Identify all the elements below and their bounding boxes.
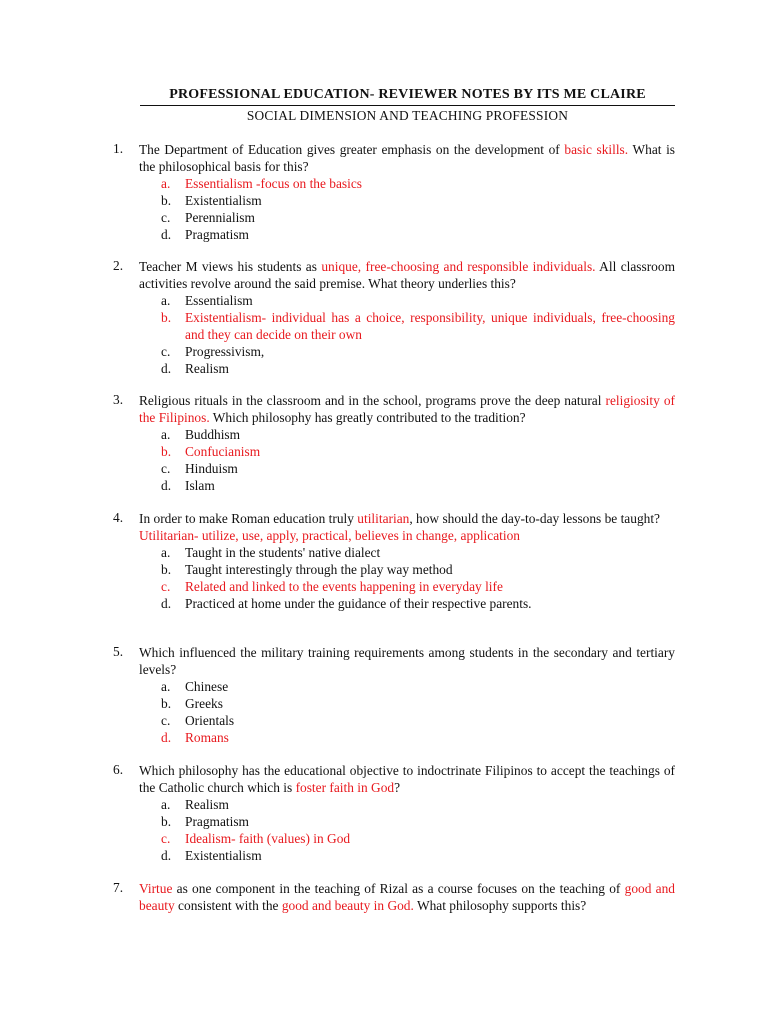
answer-option: a. Essentialism -focus on the basics bbox=[161, 176, 363, 191]
question-7 bbox=[113, 880, 675, 914]
question-6 bbox=[113, 762, 675, 864]
question-4 bbox=[113, 510, 675, 612]
answer-option: b. Greeks bbox=[161, 696, 223, 711]
answer-options bbox=[113, 544, 675, 612]
answer-option: a. Buddhism bbox=[161, 427, 241, 442]
question-stem: Which influenced the military training requirements among students in the secondary and tertiary levels? bbox=[139, 645, 675, 677]
question-stem: Virtue as one component in the teaching of Rizal as a course focuses on the teaching of good and beauty consistent with the good and beauty in God. What philosophy supports this? bbox=[139, 881, 675, 913]
question-1 bbox=[113, 141, 675, 243]
question-3 bbox=[113, 392, 675, 494]
answer-option: c. Perennialism bbox=[161, 210, 255, 225]
answer-option: d. Existentialism bbox=[161, 848, 262, 863]
answer-option: b. Existentialism bbox=[161, 193, 262, 208]
answer-option: d. Romans bbox=[161, 730, 229, 745]
page-subtitle: SOCIAL DIMENSION AND TEACHING PROFESSION bbox=[246, 108, 569, 123]
question-number: 1. bbox=[113, 141, 124, 156]
question-number: 3. bbox=[113, 392, 124, 407]
question-number: 7. bbox=[113, 880, 124, 895]
answer-option: c. Idealism- faith (values) in God bbox=[161, 831, 351, 846]
answer-options bbox=[113, 796, 675, 864]
question-number: 5. bbox=[113, 644, 124, 659]
answer-option: b. Confucianism bbox=[161, 444, 261, 459]
answer-option: d. Islam bbox=[161, 478, 215, 493]
answer-option: c. Hinduism bbox=[161, 461, 238, 476]
question-2 bbox=[113, 258, 675, 377]
answer-option: d. Realism bbox=[161, 361, 229, 376]
title-underline bbox=[140, 105, 675, 106]
question-stem: Which philosophy has the educational objective to indoctrinate Filipinos to accept the teachings of the Catholic church which is foster faith in God? bbox=[139, 763, 675, 795]
question-stem: Teacher M views his students as unique, free-choosing and responsible individuals. All classroom activities revolve around the said premise. What theory underlies this? bbox=[139, 259, 675, 291]
answer-option: a. Taught in the students' native dialect bbox=[161, 545, 381, 560]
answer-option: d. Practiced at home under the guidance of their respective parents. bbox=[161, 596, 532, 611]
answer-option: b. Existentialism- individual has a choice, responsibility, unique individuals, free-choosing and they can decide on their own bbox=[161, 310, 675, 342]
page-title: PROFESSIONAL EDUCATION- REVIEWER NOTES BY ITS ME CLAIRE bbox=[169, 87, 646, 102]
question-number: 6. bbox=[113, 762, 124, 777]
answer-options bbox=[113, 426, 675, 494]
question-number: 2. bbox=[113, 258, 124, 273]
answer-option: c. Progressivism, bbox=[161, 344, 265, 359]
answer-option: a. Essentialism bbox=[161, 293, 253, 308]
answer-note: Utilitarian- utilize, use, apply, practical, believes in change, application bbox=[139, 528, 520, 543]
question-number: 4. bbox=[113, 510, 124, 525]
answer-option: b. Taught interestingly through the play way method bbox=[161, 562, 453, 577]
answer-option: a. Realism bbox=[161, 797, 229, 812]
question-stem: Religious rituals in the classroom and in the school, programs prove the deep natural religiosity of the Filipinos. Which philosophy has greatly contributed to the tradition? bbox=[139, 393, 675, 425]
answer-option: b. Pragmatism bbox=[161, 814, 249, 829]
answer-options bbox=[113, 175, 675, 243]
answer-option: d. Pragmatism bbox=[161, 227, 249, 242]
answer-option: a. Chinese bbox=[161, 679, 229, 694]
question-stem: In order to make Roman education truly utilitarian, how should the day-to-day lessons be taught? bbox=[139, 511, 660, 526]
answer-option: c. Related and linked to the events happening in everyday life bbox=[161, 579, 503, 594]
question-5 bbox=[113, 644, 675, 746]
answer-option: c. Orientals bbox=[161, 713, 235, 728]
answer-options bbox=[113, 292, 675, 377]
question-stem: The Department of Education gives greater emphasis on the development of basic skills. What is the philosophical basis for this? bbox=[139, 142, 676, 174]
answer-options bbox=[113, 678, 675, 746]
